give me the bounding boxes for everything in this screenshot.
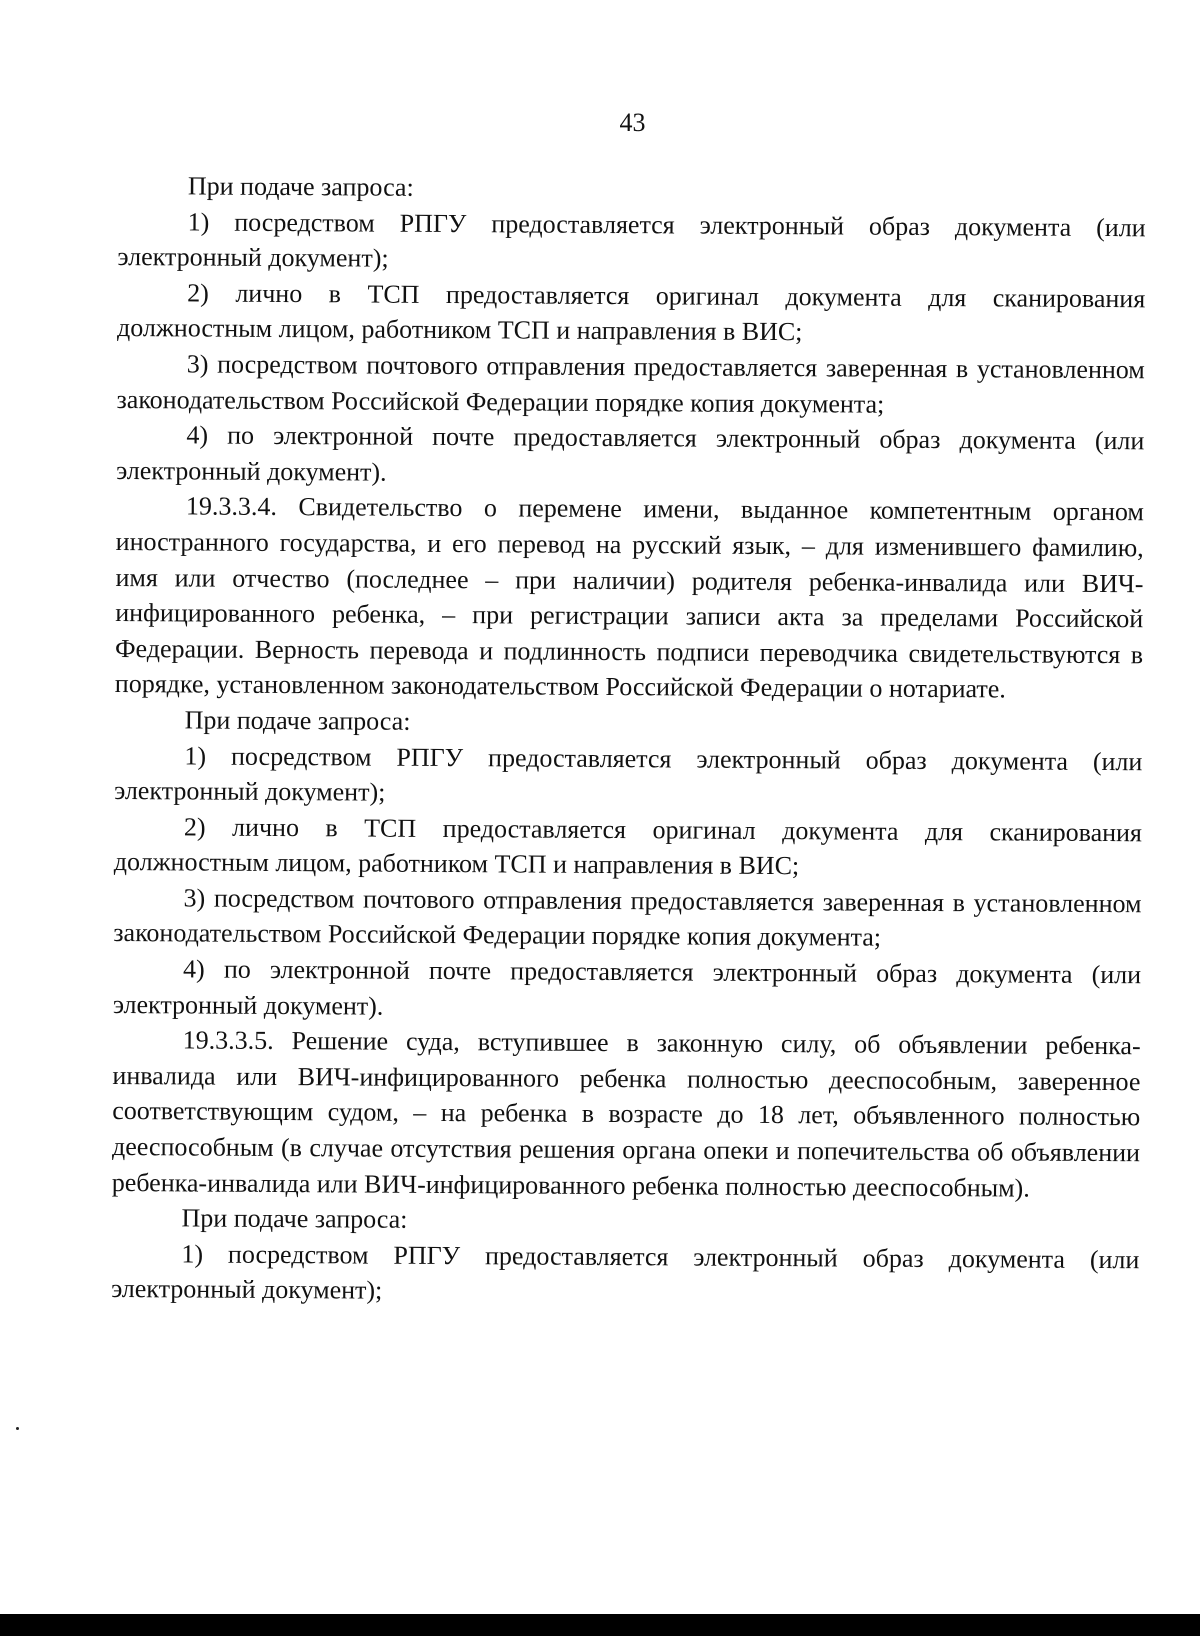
paragraph-intro: При подаче запроса: [181,1203,408,1235]
scan-edge-bar [0,1614,1200,1636]
list-item: 3) посредством почтового отправления предоставляется заверенная в установленном законодательством Российской Федерации порядке копия документа; [116,349,1145,419]
list-item: 2) лично в ТСП предоставляется оригинал документа для сканирования должностным лицом, работником ТСП и направления в ВИС; [116,278,1146,347]
paragraph-intro: При подаче запроса: [187,171,414,202]
document-body [111,168,1146,1313]
scan-speck [16,1427,19,1430]
list-item: 2) лично в ТСП предоставляется оригинал документа для сканирования должностным лицом, работником ТСП и направления в ВИС; [113,812,1143,881]
list-item: 4) по электронной почте предоставляется электронный образ документа (или электронный документ). [116,420,1145,487]
list-item: 1) посредством РПГУ предоставляется электронный образ документа (или электронный документ); [111,1239,1140,1306]
list-item: 1) посредством РПГУ предоставляется электронный образ документа (или электронный документ); [114,740,1143,807]
list-item: 1) посредством РПГУ предоставляется электронный образ документа (или электронный документ); [117,207,1146,273]
section-19-3-3-4: 19.3.3.4. Свидетельство о перемене имени, выданное компетентным органом иностранного государства, и его перевод на русский язык, – для изменившего фамилию, имя или отчество (последнее – при наличии) родителя ребенка-инвалида или ВИЧ-инфицированного ребенка, – при регистрации записи акта за пределами Российской Федерации. Верность перевода и подлинность подписи переводчика свидетельствуются в порядке, установленном законодательством Российской Федерации о нотариате. [114,491,1145,704]
section-19-3-3-5: 19.3.3.5. Решение суда, вступившее в законную силу, об объявлении ребенка-инвалида или ВИЧ-инфицированного ребенка полностью дееспособным, заверенное соответствующим судом, – на ребенка в возрасте до 18 лет, объявленного полностью дееспособным (в случае отсутствия решения органа опеки и попечительства об объявлении ребенка-инвалида или ВИЧ-инфицированного ребенка полностью дееспособным). [111,1025,1141,1203]
paragraph-intro: При подаче запроса: [184,705,411,736]
list-item: 4) по электронной почте предоставляется электронный образ документа (или электронный документ). [112,954,1142,1021]
page-number: 43 [619,108,646,137]
list-item: 3) посредством почтового отправления предоставляется заверенная в установленном законодательством Российской Федерации порядке копия документа; [113,883,1142,953]
